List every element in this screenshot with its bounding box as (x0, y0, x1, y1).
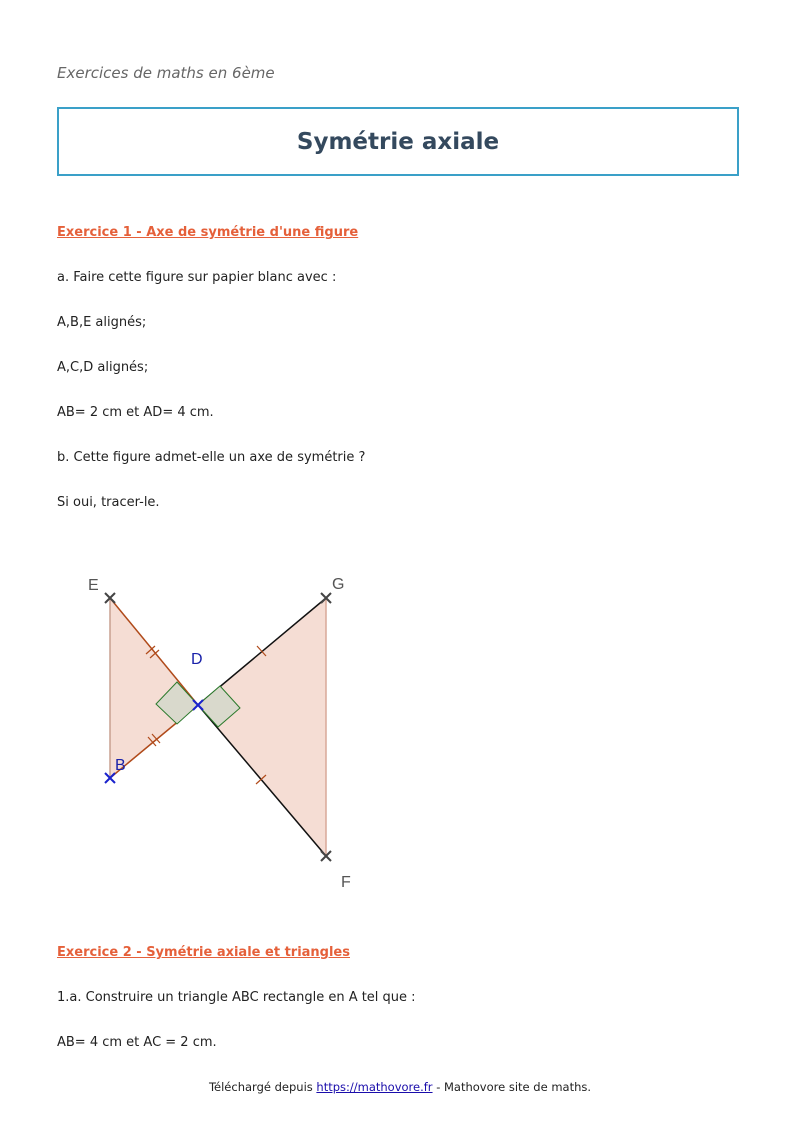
document-subtitle: Exercices de maths en 6ème (57, 64, 275, 82)
exercise-1-line-abe: A,B,E alignés; (57, 315, 147, 330)
title-box (57, 107, 739, 176)
exercise-2-heading: Exercice 2 - Symétrie axiale et triangles (57, 945, 350, 960)
label-d: D (191, 651, 203, 668)
exercise-1-line-acd: A,C,D alignés; (57, 360, 149, 375)
exercise-1-line-b: b. Cette figure admet-elle un axe de symétrie ? (57, 450, 366, 465)
footer (0, 1080, 800, 1094)
label-g: G (332, 576, 345, 593)
label-b: B (115, 757, 126, 774)
exercise-1-line-trace: Si oui, tracer-le. (57, 495, 160, 510)
exercise-2-line-construct: 1.a. Construire un triangle ABC rectangle en A tel que : (57, 990, 416, 1005)
exercise-1-line-lengths: AB= 2 cm et AD= 4 cm. (57, 405, 214, 420)
page-title: Symétrie axiale (296, 128, 500, 155)
footer-prefix: Téléchargé depuis (208, 1080, 317, 1094)
footer-suffix: - Mathovore site de maths. (432, 1080, 592, 1094)
exercise-1-heading: Exercice 1 - Axe de symétrie d'une figure (57, 225, 359, 240)
exercise-1-figure (80, 568, 380, 893)
exercise-1-line-a: a. Faire cette figure sur papier blanc avec : (57, 270, 337, 285)
label-e: E (88, 577, 99, 594)
exercise-2-line-lengths: AB= 4 cm et AC = 2 cm. (57, 1035, 217, 1050)
footer-link[interactable]: https://mathovore.fr (316, 1080, 433, 1094)
label-f: F (341, 874, 351, 891)
